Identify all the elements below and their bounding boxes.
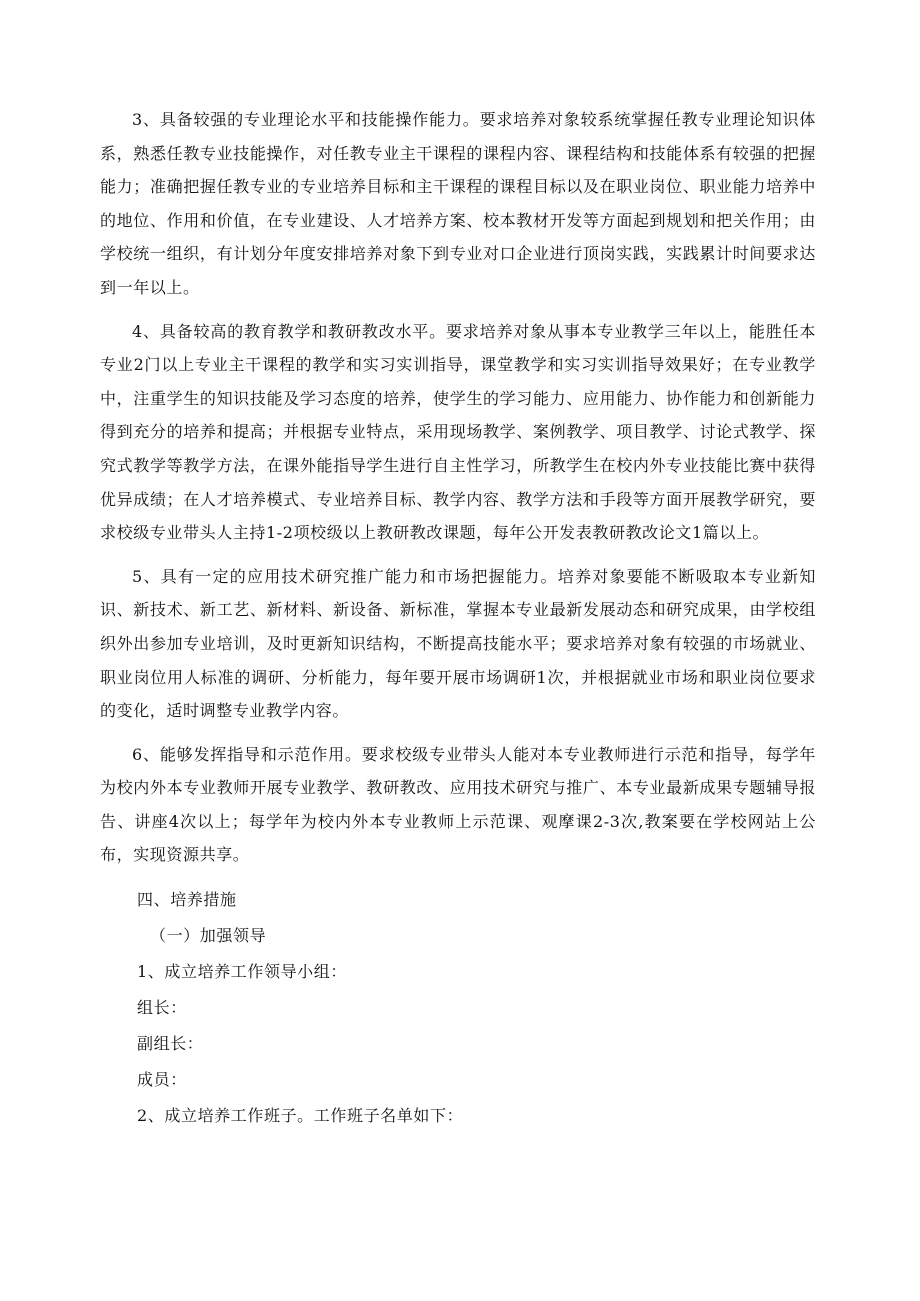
paragraph-5: 5、具有一定的应用技术研究推广能力和市场把握能力。培养对象要能不断吸取本专业新知识、新技术、新工艺、新材料、新设备、新标准，掌握本专业最新发展动态和研究成果，由学校组织外出参加专业培训，及时更新知识结构，不断提高技能水平；要求培养对象有较强的市场就业、职业岗位用人标准的调研、分析能力，每年要开展市场调研1次，并根据就业市场和职业岗位要求的变化，适时调整专业教学内容。 [100, 566, 816, 721]
subsection-heading: （一）加强领导 [150, 926, 267, 946]
leader-label: 组长： [137, 998, 187, 1018]
paragraph-4: 4、具备较高的教育教学和教研教改水平。要求培养对象从事本专业教学三年以上，能胜任本专业2门以上专业主干课程的教学和实习实训指导，课堂教学和实习实训指导效果好；在专业教学中，注重学生的知识技能及学习态度的培养，使学生的学习能力、应用能力、协作能力和创新能力得到充分的培养和提高；并根据专业特点，采用现场教学、案例教学、项目教学、讨论式教学、探究式教学等教学方法，在课外能指导学生进行自主性学习，所教学生在校内外专业技能比赛中获得优异成绩；在人才培养模式、专业培养目标、教学内容、教学方法和手段等方面开展教学研究，要求校级专业带头人主持1-2项校级以上教研教改课题，每年公开发表教研教改论文1篇以上。 [100, 321, 816, 543]
paragraph-6: 6、能够发挥指导和示范作用。要求校级专业带头人能对本专业教师进行示范和指导，每学年为校内外本专业教师开展专业教学、教研教改、应用技术研究与推广、本专业最新成果专题辅导报告、讲座4次以上；每学年为校内外本专业教师上示范课、观摩课2-3次,教案要在学校网站上公布，实现资源共享。 [100, 744, 816, 865]
section-heading: 四、培养措施 [137, 890, 237, 910]
deputy-label: 副组长： [137, 1034, 204, 1054]
paragraph-3: 3、具备较强的专业理论水平和技能操作能力。要求培养对象较系统掌握任教专业理论知识体系，熟悉任教专业技能操作，对任教专业主干课程的课程内容、课程结构和技能体系有较强的把握能力；准确把握任教专业的专业培养目标和主干课程的课程目标以及在职业岗位、职业能力培养中的地位、作用和价值，在专业建设、人才培养方案、校本教材开发等方面起到规划和把关作用；由学校统一组织，有计划分年度安排培养对象下到专业对口企业进行顶岗实践，实践累计时间要求达到一年以上。 [100, 110, 816, 297]
list-item-2: 2、成立培养工作班子。工作班子名单如下： [137, 1106, 464, 1126]
members-label: 成员： [137, 1070, 187, 1090]
list-item-1: 1、成立培养工作领导小组： [137, 962, 347, 982]
